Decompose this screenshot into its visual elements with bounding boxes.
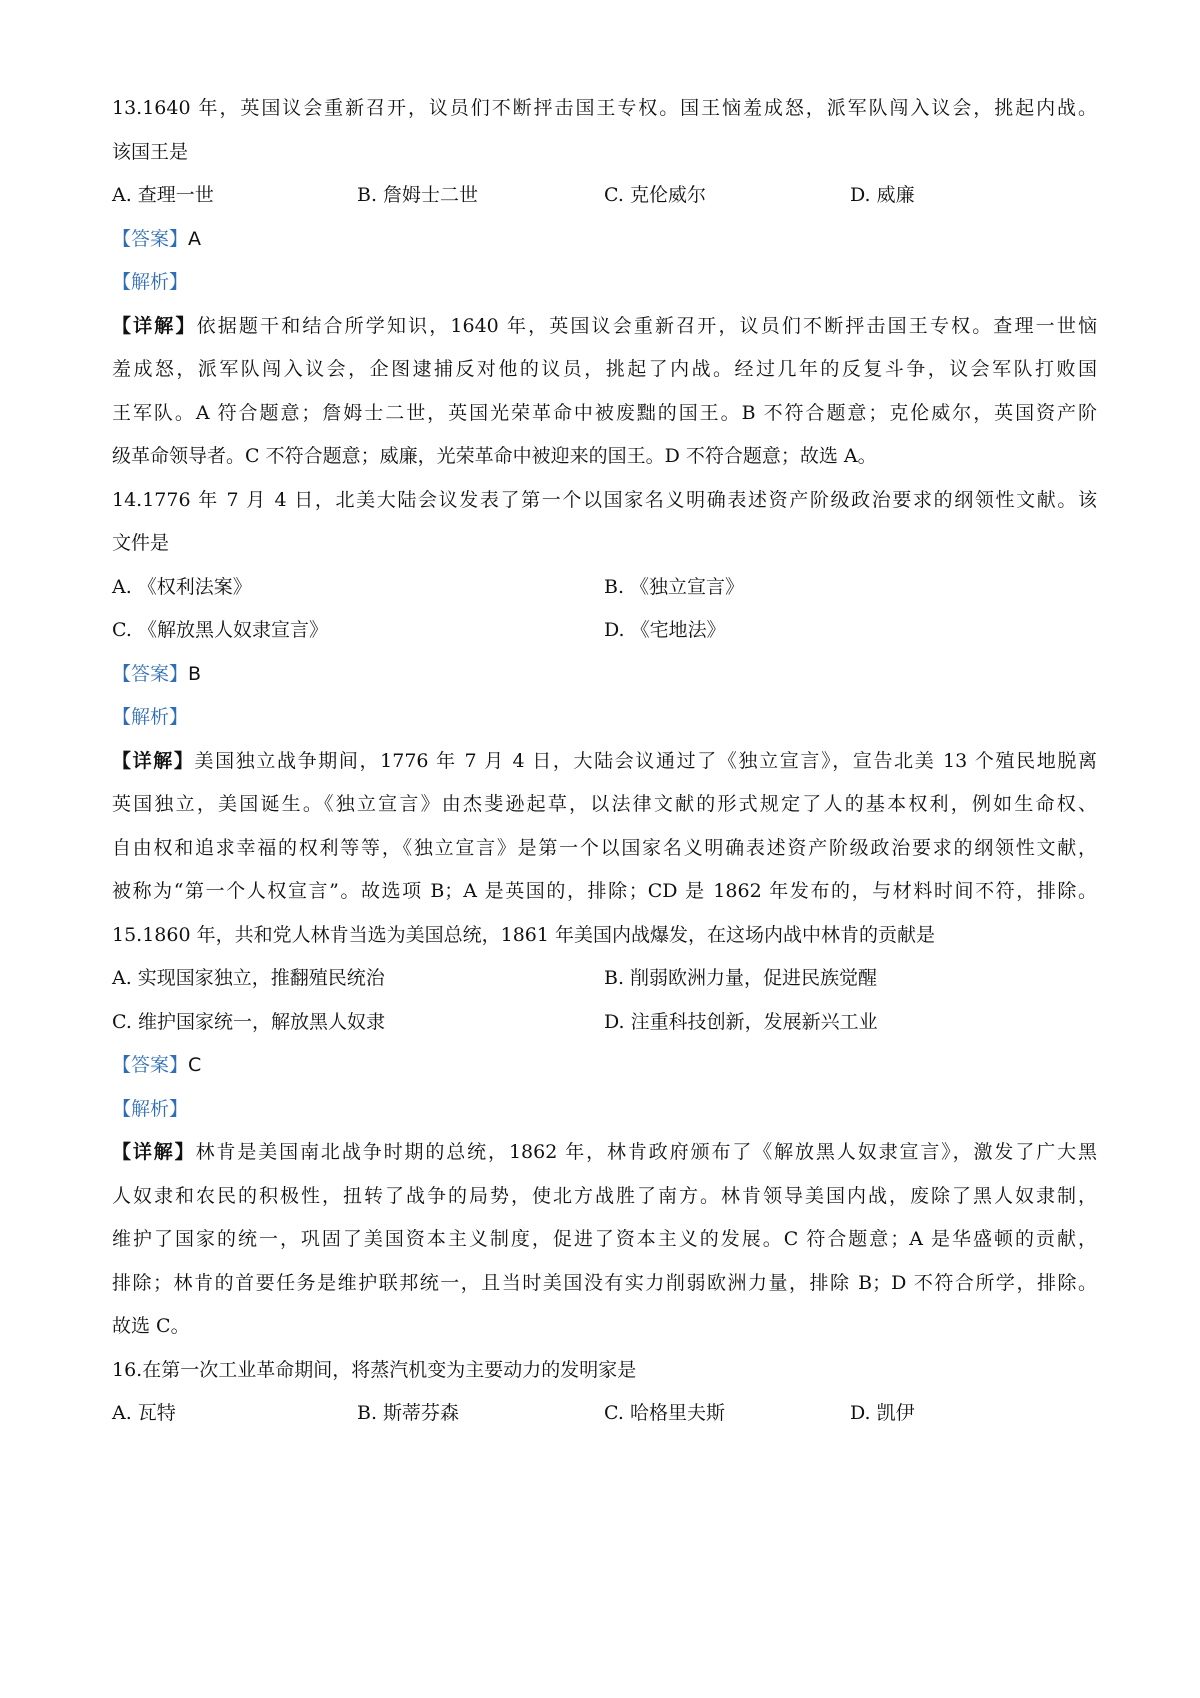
answer-label: 【答案】 [112,1054,189,1076]
q13-answer [112,226,201,252]
q13-detail-line-2: 羞成怒，派军队闯入议会，企图逮捕反对他的议员，挑起了内战。经过几年的反复斗争，议会军队打败国 [112,358,1097,380]
q15-detail-line-3: 维护了国家的统一，巩固了美国资本主义制度，促进了资本主义的发展。C 符合题意；A 是华盛顿的贡献， [112,1228,1097,1250]
q15-detail-line-2: 人奴隶和农民的积极性，扭转了战争的局势，使北方战胜了南方。林肯领导美国内战，废除了黑人奴隶制， [112,1185,1097,1207]
question-14-stem-line-2: 文件是 [112,532,170,554]
detail-text: 依据题干和结合所学知识，1640 年，英国议会重新召开，议员们不断抨击国王专权。查理一世恼 [196,315,1097,337]
q15-detail-line-4: 排除；林肯的首要任务是维护联邦统一，且当时美国没有实力削弱欧洲力量，排除 B；D 不符合所学，排除。 [112,1272,1097,1294]
question-16-stem-line-1: 16.在第一次工业革命期间，将蒸汽机变为主要动力的发明家是 [112,1359,637,1381]
answer-label: 【答案】 [112,663,189,685]
q14-option-a: A. 《权利法案》 [112,576,252,598]
q14-detail-line-2: 英国独立，美国诞生。《独立宣言》由杰斐逊起草，以法律文献的形式规定了人的基本权利，例如生命权、 [112,793,1097,815]
question-14-stem-line-1: 14.1776 年 7 月 4 日，北美大陆会议发表了第一个以国家名义明确表述资产阶级政治要求的纲领性文献。该 [112,489,1097,511]
q15-option-d: D. 注重科技创新，发展新兴工业 [604,1011,878,1033]
detail-label: 【详解】 [112,315,197,337]
q14-detail-line-4: 被称为“第一个人权宣言”。故选项 B；A 是英国的，排除；CD 是 1862 年发布的，与材料时间不符，排除。 [112,880,1097,902]
answer-value: A [188,228,202,250]
answer-label: 【答案】 [112,228,189,250]
q14-option-d: D. 《宅地法》 [604,619,726,641]
q13-detail-line-4: 级革命领导者。C 不符合题意；威廉，光荣革命中被迎来的国王。D 不符合题意；故选 A。 [112,445,877,467]
q14-detail-line-3: 自由权和追求幸福的权利等等，《独立宣言》是第一个以国家名义明确表述资产阶级政治要求的纲领性文献， [112,837,1097,859]
question-13-stem-line-1: 13.1640 年，英国议会重新召开，议员们不断抨击国王专权。国王恼羞成怒，派军队闯入议会，挑起内战。 [112,97,1097,119]
q13-option-d: D. 威廉 [850,184,915,206]
q15-detail-line-1 [112,1139,1097,1165]
question-15-stem-line-1: 15.1860 年，共和党人林肯当选为美国总统，1861 年美国内战爆发，在这场内战中林肯的贡献是 [112,924,936,946]
q16-option-c: C. 哈格里夫斯 [604,1402,725,1424]
q15-detail-line-5: 故选 C。 [112,1315,190,1337]
q13-option-a: A. 查理一世 [112,184,214,206]
detail-label: 【详解】 [112,750,195,772]
q14-detail-line-1 [112,748,1097,774]
q15-option-b: B. 削弱欧洲力量，促进民族觉醒 [604,967,878,989]
q14-option-b: B. 《独立宣言》 [604,576,745,598]
answer-value: C [188,1054,202,1076]
q16-option-a: A. 瓦特 [112,1402,176,1424]
q16-option-d: D. 凯伊 [850,1402,915,1424]
detail-label: 【详解】 [112,1141,196,1163]
q15-analysis-label: 【解析】 [112,1098,189,1120]
detail-text: 美国独立战争期间，1776 年 7 月 4 日，大陆会议通过了《独立宣言》，宣告北美 13 个殖民地脱离 [194,750,1097,772]
q13-option-c: C. 克伦威尔 [604,184,706,206]
q13-detail-line-3: 王军队。A 符合题意；詹姆士二世，英国光荣革命中被废黜的国王。B 不符合题意；克伦威尔，英国资产阶 [112,402,1097,424]
q13-option-b: B. 詹姆士二世 [357,184,479,206]
q14-option-c: C. 《解放黑人奴隶宣言》 [112,619,328,641]
question-13-stem-line-2: 该国王是 [112,141,189,163]
q15-answer [112,1052,201,1078]
q15-option-c: C. 维护国家统一，解放黑人奴隶 [112,1011,385,1033]
q14-analysis-label: 【解析】 [112,706,189,728]
answer-value: B [188,663,202,685]
q13-detail-line-1 [112,313,1097,339]
q13-analysis-label: 【解析】 [112,271,189,293]
q14-answer [112,661,201,687]
q15-option-a: A. 实现国家独立，推翻殖民统治 [112,967,385,989]
detail-text: 林肯是美国南北战争时期的总统，1862 年，林肯政府颁布了《解放黑人奴隶宣言》，激发了广大黑 [195,1141,1097,1163]
q16-option-b: B. 斯蒂芬森 [357,1402,460,1424]
